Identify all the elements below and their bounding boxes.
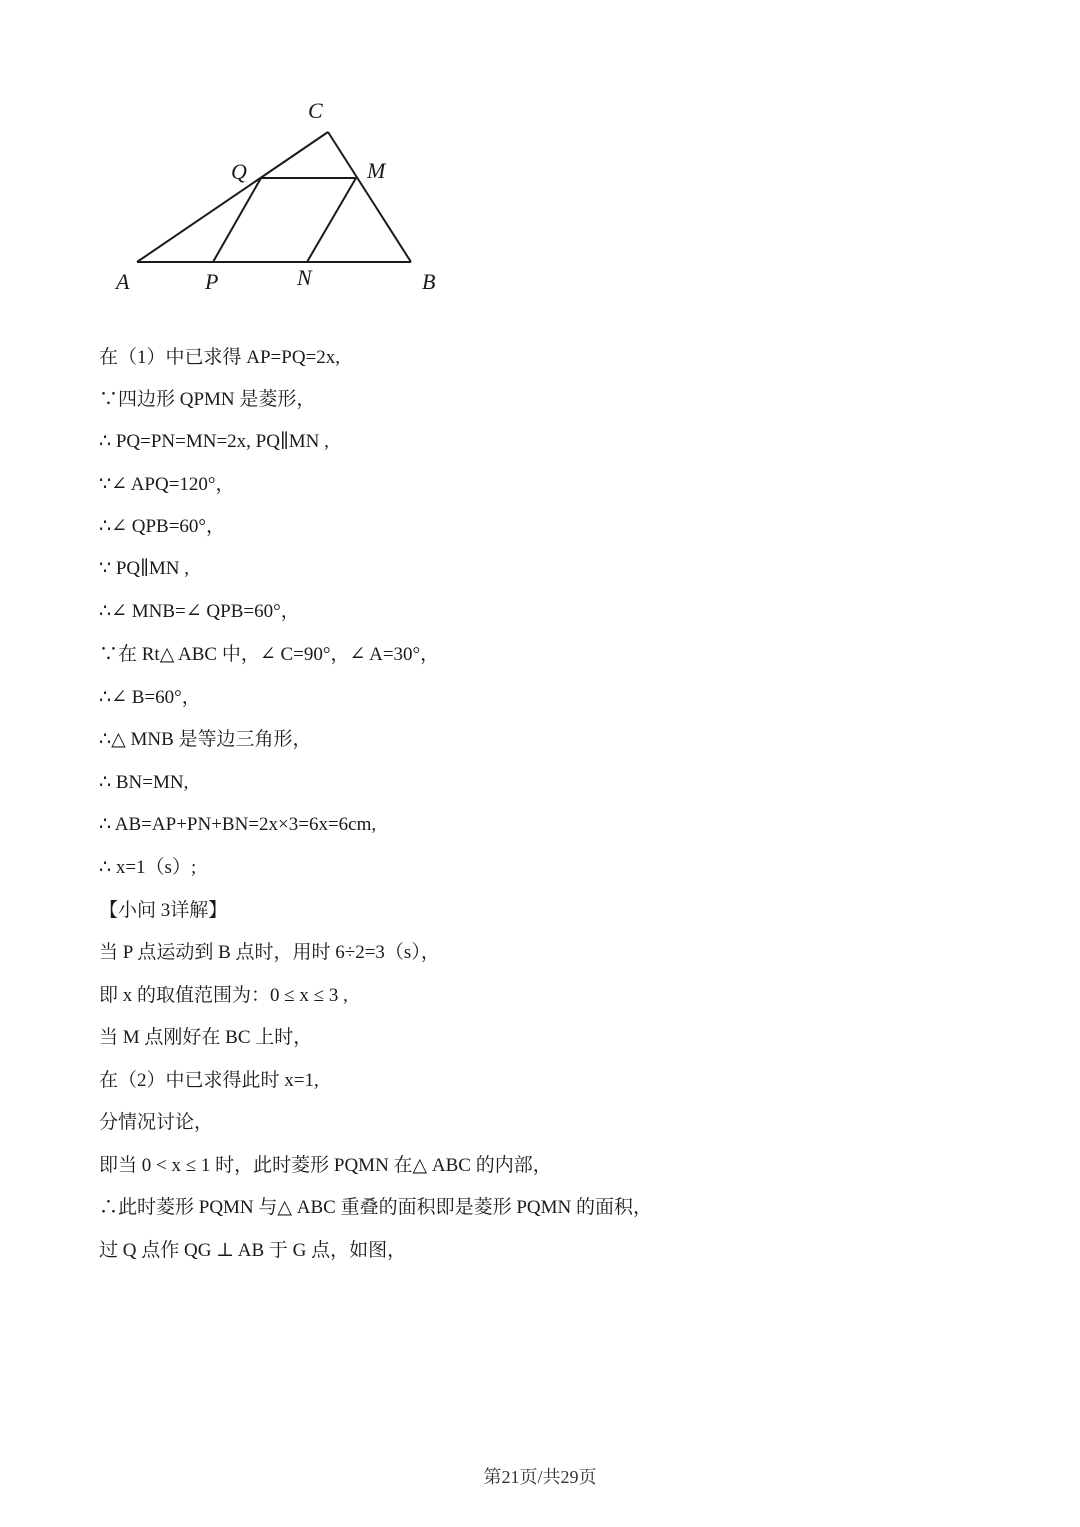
page-number: 第21页/共29页 [483, 1467, 597, 1487]
segment-ac [137, 132, 328, 262]
solution-line: ∴ AB=AP+PN+BN=2x×3=6x=6cm, [99, 814, 377, 835]
label-b: B [422, 269, 436, 294]
solution-line: ∴∠ B=60°， [99, 687, 201, 708]
label-n: N [297, 265, 312, 290]
section-heading: 【小问 3详解】 [99, 900, 228, 921]
solution-line: ∴ x=1（s）; [99, 857, 197, 878]
label-c: C [308, 98, 323, 123]
solution-line: ∵∠ APQ=120°， [99, 474, 235, 495]
segment-mn [307, 178, 356, 262]
solution-line: ∴ PQ=PN=MN=2x, PQ∥MN , [99, 431, 329, 452]
label-p: P [205, 269, 219, 294]
label-q: Q [231, 159, 247, 184]
solution-line: ∴∠ MNB=∠ QPB=60°， [99, 601, 300, 622]
solution-line: ∴此时菱形 PQMN 与△ ABC 重叠的面积即是菱形 PQMN 的面积， [99, 1197, 652, 1218]
solution-line: 在（1）中已求得 AP=PQ=2x, [99, 347, 341, 368]
solution-line: 即 x 的取值范围为：0 ≤ x ≤ 3 , [99, 985, 348, 1006]
solution-line: ∵在 Rt△ ABC 中，∠ C=90°，∠ A=30°， [99, 644, 440, 665]
solution-line: 当 M 点刚好在 BC 上时， [99, 1027, 313, 1048]
solution-line: ∵ PQ∥MN , [99, 558, 190, 579]
solution-line: ∵四边形 QPMN 是菱形， [99, 389, 316, 410]
label-a: A [116, 269, 130, 294]
solution-line: 过 Q 点作 QG ⊥ AB 于 G 点，如图， [99, 1240, 407, 1261]
segment-cb [328, 132, 411, 262]
segment-qp [213, 178, 261, 262]
solution-line: ∴ BN=MN, [99, 772, 189, 793]
geometry-figure [100, 92, 460, 302]
label-m: M [367, 158, 386, 183]
solution-line: 在（2）中已求得此时 x=1, [99, 1070, 319, 1091]
solution-line: 即当 0 < x ≤ 1 时，此时菱形 PQMN 在△ ABC 的内部， [99, 1155, 552, 1176]
solution-line: 分情况讨论， [99, 1112, 214, 1133]
solution-line: ∴△ MNB 是等边三角形， [99, 729, 312, 750]
solution-line: 当 P 点运动到 B 点时，用时 6÷2=3（s）， [99, 942, 440, 963]
solution-line: ∴∠ QPB=60°， [99, 516, 226, 537]
